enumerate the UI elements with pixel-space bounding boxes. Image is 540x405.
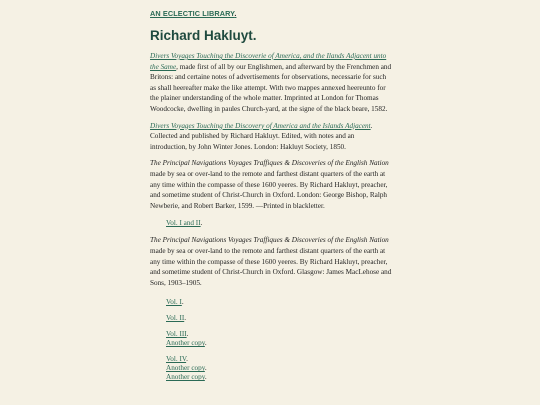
entry-3-volumes: Vol. I and II. — [166, 219, 203, 228]
entry-3-title: The Principal Navigations Voyages Traffiques & Discoveries of the English Nation — [150, 159, 389, 168]
vol-4-link[interactable]: Vol. IV — [166, 355, 187, 364]
vol-2-link[interactable]: Vol. II — [166, 314, 185, 323]
entry-4-title: The Principal Navigations Voyages Traffiques & Discoveries of the English Nation — [150, 236, 389, 245]
content-column — [150, 8, 392, 382]
entry-1: Divers Voyages Touching the Discoverie of America, and the Ilands Adjacent unto the Same, made first of all by our Englishmen, and afterward by the Frenchmen and Britons: and certaine notes of advertisements for observations, necessarie for such as shall heereafter make the like attempt. With two mappes annexed heereunto for the plainer understanding of the whole matter. Imprinted at London for Thomas Woodcocke, dwelling in paules Church-yard, at the signe of the black beare, 1582. — [150, 52, 392, 113]
entry-2: Divers Voyages Touching the Discovery of America and the Islands Adjacent. Collected and published by Richard Hakluyt. Edited, with notes and an introduction, by John Winter Jones. London: Hakluyt Society, 1850. — [150, 121, 373, 151]
entry-4-volumes: Vol. I. Vol. II. Vol. III. Another copy. Vol. IV. Another copy. Another copy. — [166, 298, 207, 382]
vol-3-link[interactable]: Vol. III — [166, 330, 187, 339]
entry-4: The Principal Navigations Voyages Traffiques & Discoveries of the English Nation made by sea or over-land to the remote and farthest distant quarters of the earth at any time within the compasse of these 1600 yeeres. By Richard Hakluyt, preacher, and sometime student of Christ-Church in Oxford. Glasgow: James MacLehose and Sons, 1903–1905. — [150, 236, 392, 287]
vol-1-link[interactable]: Vol. I — [166, 298, 182, 307]
vol-3-copy-link[interactable]: Another copy — [166, 339, 205, 348]
entry-1-title-link[interactable]: Divers Voyages Touching the Discoverie of America, and the Ilands Adjacent unto the Same — [150, 52, 387, 71]
entry-3: The Principal Navigations Voyages Traffiques & Discoveries of the English Nation made by sea or over-land to the remote and farthest distant quarters of the earth at any time within the compasse of these 1600 yeeres. By Richard Hakluyt, preacher, and sometime student of Christ-Church in Oxford. London: George Bishop, Ralph Newberie, and Robert Barker, 1599. —Printed in blackletter. — [150, 159, 389, 210]
author-heading: Richard Hakluyt. — [150, 28, 257, 43]
vol-4-copy-1-link[interactable]: Another copy — [166, 364, 205, 373]
vol-4-copy-2-link[interactable]: Another copy — [166, 373, 205, 382]
vol-1-2-link[interactable]: Vol. I and II — [166, 219, 201, 228]
library-home-link[interactable]: AN ECLECTIC LIBRARY. — [150, 9, 237, 18]
entry-2-title-link[interactable]: Divers Voyages Touching the Discovery of America and the Islands Adjacent — [150, 121, 371, 130]
